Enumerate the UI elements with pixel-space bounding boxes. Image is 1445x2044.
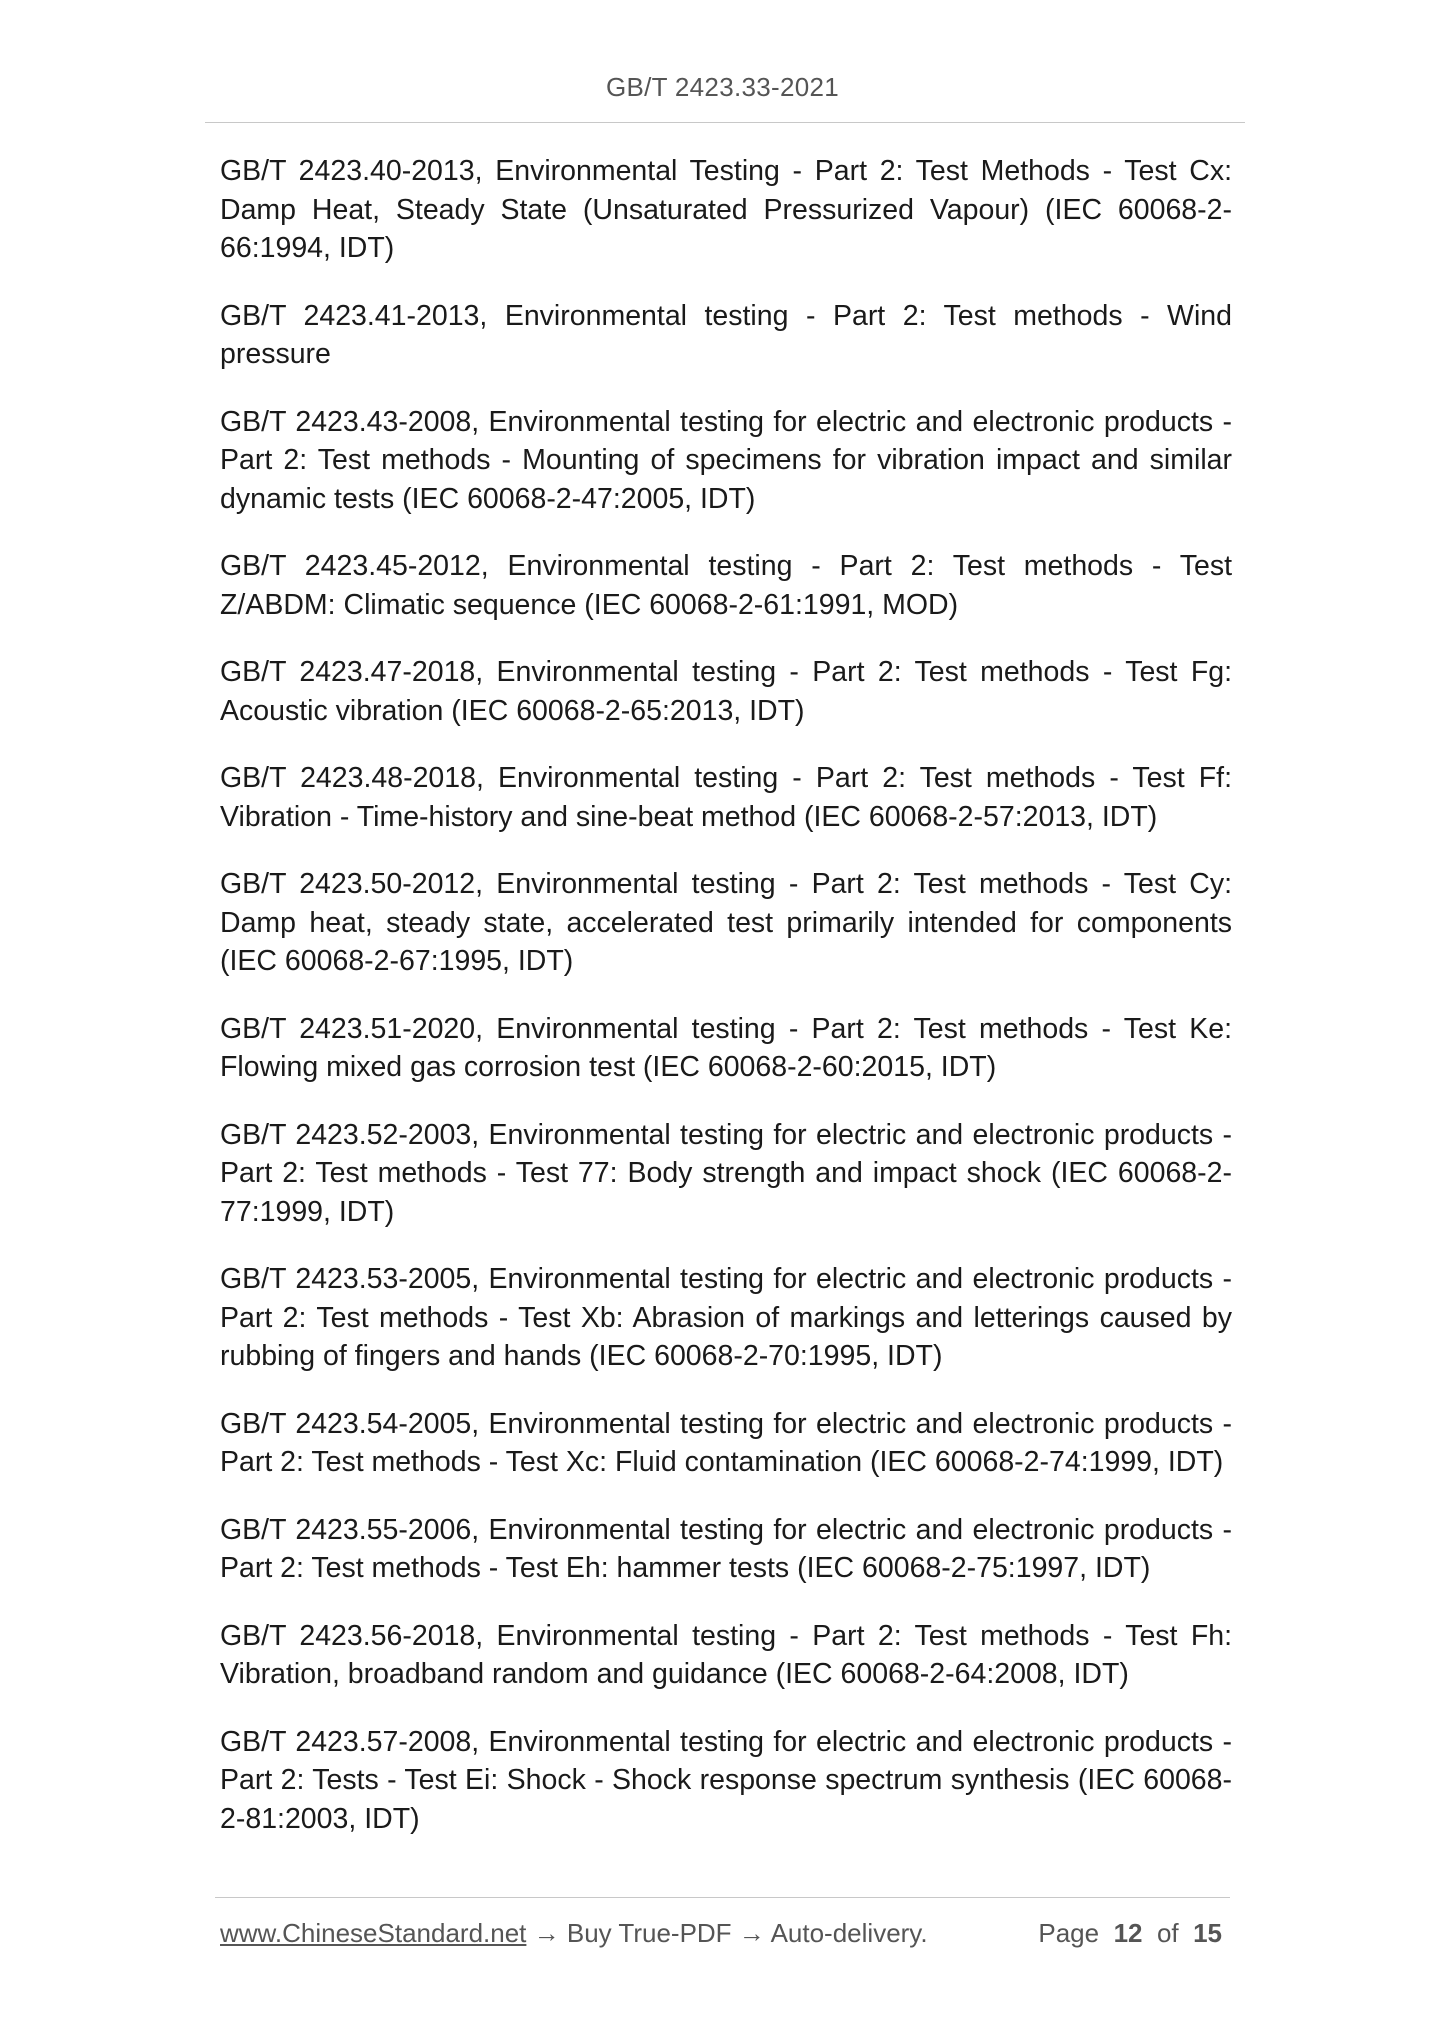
reference-item: GB/T 2423.45-2012, Environmental testing - Part 2: Test methods - Test Z/ABDM: Climatic sequence (IEC 60068-2-61:1991, MOD): [220, 550, 1232, 621]
reference-item: GB/T 2423.40-2013, Environmental Testing - Part 2: Test Methods - Test Cx: Damp Heat, Steady State (Unsaturated Pressurized Vapour) (IEC 60068-2-66:1994, IDT): [220, 155, 1232, 264]
footer-promo: [220, 1918, 928, 1949]
reference-item: GB/T 2423.57-2008, Environmental testing for electric and electronic products - Part 2: Tests - Test Ei: Shock - Shock response spectrum synthesis (IEC 60068-2-81:2003, IDT): [220, 1725, 1232, 1835]
reference-list: [220, 152, 1232, 1867]
reference-item: GB/T 2423.41-2013, Environmental testing - Part 2: Test methods - Wind pressure: [220, 299, 1232, 370]
footer-divider: [215, 1897, 1230, 1898]
reference-item: GB/T 2423.52-2003, Environmental testing for electric and electronic products - Part 2: Test methods - Test 77: Body strength and impact shock (IEC 60068-2-77:1999, IDT): [220, 1118, 1232, 1228]
reference-item: GB/T 2423.50-2012, Environmental testing - Part 2: Test methods - Test Cy: Damp heat, steady state, accelerated test primarily intended for components (IEC 60068-2-67:1995, IDT): [220, 868, 1232, 977]
reference-item: GB/T 2423.56-2018, Environmental testing - Part 2: Test methods - Test Fh: Vibration, broadband random and guidance (IEC 60068-2-64:2008, IDT): [220, 1619, 1232, 1690]
website-link[interactable]: www.ChineseStandard.net: [220, 1918, 527, 1948]
reference-item: GB/T 2423.51-2020, Environmental testing - Part 2: Test methods - Test Ke: Flowing mixed gas corrosion test (IEC 60068-2-60:2015, IDT): [220, 1012, 1232, 1083]
page-current: 12: [1113, 1918, 1143, 1948]
reference-item: GB/T 2423.43-2008, Environmental testing for electric and electronic products - Part 2: Test methods - Mounting of specimens for vibration impact and similar dynamic tests (IEC 60068-2-47:2005, IDT): [220, 405, 1232, 515]
page-number: [1038, 1918, 1222, 1949]
page-total: 15: [1193, 1918, 1222, 1948]
reference-item: GB/T 2423.54-2005, Environmental testing for electric and electronic products - Part 2: Test methods - Test Xc: Fluid contamination (IEC 60068-2-74:1999, IDT): [220, 1407, 1232, 1478]
header-divider: [205, 122, 1245, 123]
page-header: GB/T 2423.33-2021: [605, 72, 839, 102]
reference-item: GB/T 2423.53-2005, Environmental testing for electric and electronic products - Part 2: Test methods - Test Xb: Abrasion of markings and letterings caused by rubbing of fingers and hands (IEC 60068-2-70:1995, IDT): [220, 1263, 1232, 1372]
reference-item: GB/T 2423.55-2006, Environmental testing for electric and electronic products - Part 2: Test methods - Test Eh: hammer tests (IEC 60068-2-75:1997, IDT): [220, 1513, 1232, 1584]
page-footer: [220, 1918, 1230, 1958]
reference-item: GB/T 2423.47-2018, Environmental testing - Part 2: Test methods - Test Fg: Acoustic vibration (IEC 60068-2-65:2013, IDT): [220, 656, 1232, 727]
footer-tagline: → Buy True-PDF → Auto-delivery.: [526, 1918, 928, 1948]
page-word: Page: [1038, 1918, 1100, 1948]
reference-item: GB/T 2423.48-2018, Environmental testing - Part 2: Test methods - Test Ff: Vibration - Time-history and sine-beat method (IEC 60068-2-57:2013, IDT): [220, 762, 1232, 833]
of-word: of: [1156, 1918, 1179, 1948]
